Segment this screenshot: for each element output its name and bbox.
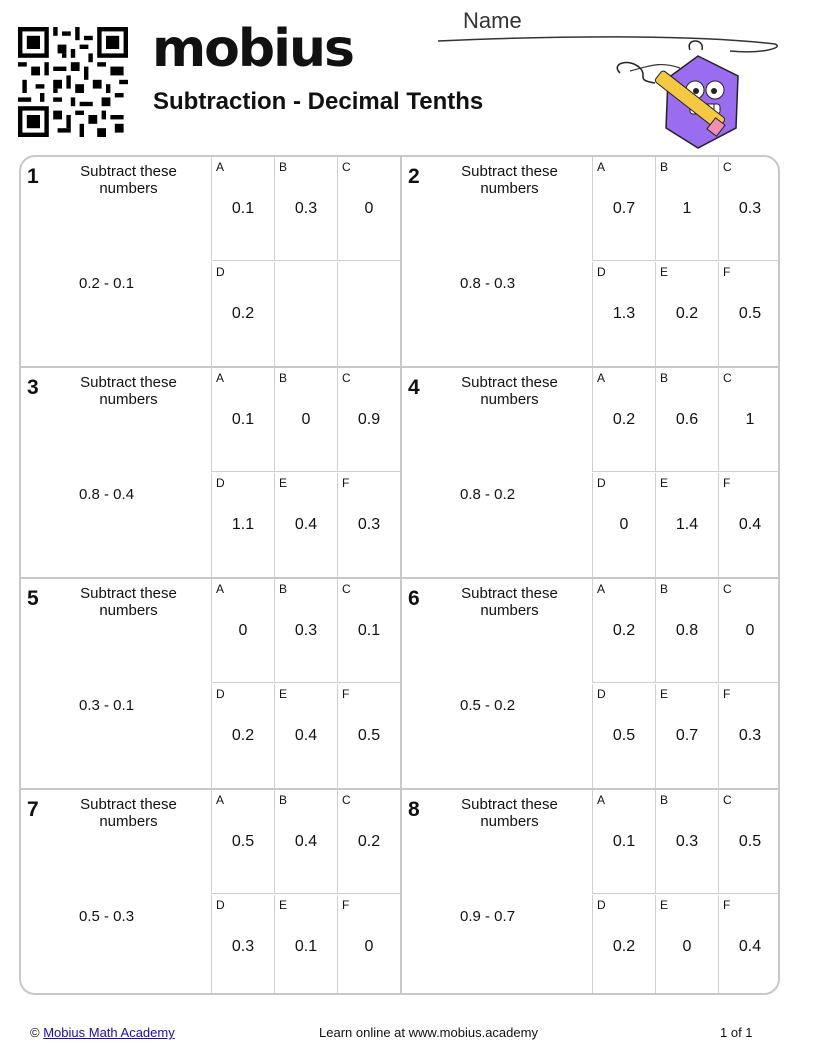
problem-cell [402,368,780,577]
problem-cell [402,579,780,788]
problem-expression: 0.5 - 0.2 [460,697,516,714]
answer-option-value: 1.3 [612,305,636,322]
problem-grid [19,155,780,995]
answer-option-letter: F [723,687,731,701]
answer-option-value: 0.2 [357,833,381,850]
answer-option-value: 1.4 [675,516,699,533]
answer-option-value: 0.2 [612,938,636,955]
answer-option-letter: C [342,371,351,385]
answer-option-value: 0.8 [675,622,699,639]
problem-cell [402,790,780,995]
answer-option-letter: F [342,687,350,701]
answer-option-value: 0.5 [738,305,762,322]
answer-option[interactable] [337,579,400,683]
problem-expression: 0.8 - 0.2 [460,486,516,503]
answer-option[interactable] [655,368,718,472]
problem-instruction: Subtract these numbers [461,585,558,619]
answer-option-letter: C [342,160,351,174]
answer-option[interactable] [274,368,337,472]
answer-option[interactable] [337,895,400,995]
answer-option[interactable] [592,895,655,995]
answer-option-letter: F [723,265,731,279]
answer-option[interactable] [592,262,655,366]
answer-option[interactable] [337,368,400,472]
problem-cell [21,579,400,788]
answer-option-letter: A [216,160,225,174]
answer-option-letter: C [342,582,351,596]
answer-option[interactable] [274,895,337,995]
answer-option[interactable] [718,895,780,995]
answer-option-letter: D [216,265,225,279]
answer-option-letter: D [216,898,225,912]
answer-option[interactable] [211,895,274,995]
answer-option-letter: E [279,476,288,490]
answer-option[interactable] [655,895,718,995]
answer-option-letter: A [597,793,606,807]
answer-option-letter: A [597,582,606,596]
problem-expression: 0.2 - 0.1 [79,275,135,292]
answer-option-value: 0.1 [612,833,636,850]
answer-option-value: 1.1 [231,516,255,533]
answer-option[interactable] [718,684,780,788]
answer-option[interactable] [655,790,718,894]
answer-option[interactable] [211,473,274,577]
answer-option-value: 0 [364,938,374,955]
answer-option-value: 0.5 [231,833,255,850]
footer-learn-online: Learn online at www.mobius.academy [319,1025,538,1040]
answer-option-value: 0 [364,200,374,217]
problem-number: 6 [408,587,420,610]
grid-divider [400,157,402,995]
answer-option-letter: C [723,371,732,385]
answer-option[interactable] [337,684,400,788]
answer-option[interactable] [211,262,274,366]
answer-option[interactable] [337,790,400,894]
footer-copyright [30,1025,175,1040]
problem-instruction: Subtract these numbers [80,163,177,197]
answer-option-value: 0.3 [357,516,381,533]
problem-number: 3 [27,376,39,399]
answer-option[interactable] [655,684,718,788]
mobius-logo: mobius [152,19,353,79]
answer-option-value: 0.5 [357,727,381,744]
answer-option-letter: A [216,371,225,385]
answer-option-letter: F [342,898,350,912]
answer-option-value: 0.2 [231,305,255,322]
answer-option-letter: E [660,476,669,490]
answer-option[interactable] [337,157,400,261]
problem-number: 7 [27,798,39,821]
answer-option-letter: B [279,793,288,807]
answer-option-value: 0.5 [612,727,636,744]
answer-option-value: 0.1 [231,411,255,428]
answer-option-value: 0.3 [675,833,699,850]
answer-option-letter: E [660,265,669,279]
problem-instruction: Subtract these numbers [80,374,177,408]
answer-option-value: 0.2 [675,305,699,322]
answer-option[interactable] [274,262,337,366]
answer-option-letter: B [660,582,669,596]
answer-option-letter: D [216,687,225,701]
answer-option[interactable] [592,368,655,472]
answer-option-value: 0.2 [231,727,255,744]
answer-option-value: 0.2 [612,622,636,639]
problem-cell [21,790,400,995]
problem-instruction: Subtract these numbers [461,796,558,830]
answer-option[interactable] [274,579,337,683]
answer-option-letter: A [597,371,606,385]
answer-option-letter: B [279,371,288,385]
problem-expression: 0.5 - 0.3 [79,908,135,925]
answer-option-value: 0.6 [675,411,699,428]
answer-option-letter: C [723,793,732,807]
answer-option-value: 0.4 [294,516,318,533]
problem-expression: 0.8 - 0.3 [460,275,516,292]
answer-option[interactable] [655,157,718,261]
answer-option-letter: D [597,687,606,701]
answer-option-letter: B [660,793,669,807]
answer-option[interactable] [718,579,780,683]
answer-option-letter: F [723,476,731,490]
answer-option-value: 0.3 [231,938,255,955]
problem-cell [21,368,400,577]
answer-option-value: 0 [745,622,755,639]
answer-option-letter: E [660,898,669,912]
answer-option[interactable] [718,473,780,577]
answer-option[interactable] [274,684,337,788]
copyright-symbol: © [30,1025,40,1040]
answer-option-letter: C [723,582,732,596]
answer-option[interactable] [655,579,718,683]
problem-expression: 0.9 - 0.7 [460,908,516,925]
answer-option[interactable] [274,790,337,894]
answer-option-value: 0.5 [738,833,762,850]
answer-option-value: 0 [619,516,629,533]
name-label: Name [463,8,522,33]
answer-option[interactable] [655,262,718,366]
problem-instruction: Subtract these numbers [461,163,558,197]
answer-option-letter: D [597,898,606,912]
answer-option-value: 0.3 [294,200,318,217]
problem-number: 4 [408,376,420,399]
mascot-illustration [610,38,760,158]
answer-option[interactable] [274,157,337,261]
answer-option-value: 0.4 [738,938,762,955]
answer-option[interactable] [718,790,780,894]
qr-code-image [18,27,128,137]
answer-option-value: 0 [238,622,248,639]
mobius-academy-link[interactable]: Mobius Math Academy [43,1025,175,1040]
answer-option[interactable] [211,684,274,788]
answer-option-letter: E [279,687,288,701]
problem-cell [21,157,400,366]
answer-option-value: 0.3 [738,200,762,217]
answer-option-letter: C [723,160,732,174]
answer-option[interactable] [718,262,780,366]
answer-option-letter: A [216,582,225,596]
answer-option-letter: E [660,687,669,701]
answer-option[interactable] [655,473,718,577]
answer-option[interactable] [274,473,337,577]
answer-option-letter: F [723,898,731,912]
answer-option-letter: B [660,160,669,174]
answer-option[interactable] [592,579,655,683]
answer-option-value: 0 [682,938,692,955]
answer-option-value: 0.2 [612,411,636,428]
answer-option-value: 0.1 [294,938,318,955]
answer-option[interactable] [592,157,655,261]
answer-option[interactable] [718,368,780,472]
answer-option[interactable] [211,579,274,683]
answer-option[interactable] [211,157,274,261]
answer-option-value: 1 [682,200,692,217]
answer-option-value: 0.7 [675,727,699,744]
answer-option[interactable] [211,790,274,894]
answer-option-value: 0.9 [357,411,381,428]
problem-instruction: Subtract these numbers [80,796,177,830]
answer-option[interactable] [718,157,780,261]
answer-option-letter: E [279,898,288,912]
answer-option-value: 0.1 [357,622,381,639]
answer-option-value: 0.4 [294,833,318,850]
answer-option[interactable] [592,790,655,894]
answer-option[interactable] [592,473,655,577]
answer-option-letter: A [216,793,225,807]
answer-option-value: 0.4 [294,727,318,744]
problem-instruction: Subtract these numbers [80,585,177,619]
problem-number: 5 [27,587,39,610]
problem-number: 8 [408,798,420,821]
answer-option-letter: A [597,160,606,174]
answer-option-letter: F [342,476,350,490]
page-indicator: 1 of 1 [720,1025,753,1040]
answer-option-value: 1 [745,411,755,428]
answer-option[interactable] [211,368,274,472]
answer-option-letter: D [597,265,606,279]
answer-option-letter: D [216,476,225,490]
answer-option-letter: D [597,476,606,490]
answer-option-letter: B [279,582,288,596]
answer-option[interactable] [592,684,655,788]
problem-cell [402,157,780,366]
answer-option[interactable] [337,473,400,577]
answer-option-value: 0.3 [738,727,762,744]
problem-number: 2 [408,165,420,188]
answer-option-letter: C [342,793,351,807]
answer-option-letter: B [279,160,288,174]
answer-option-value: 0.7 [612,200,636,217]
problem-instruction: Subtract these numbers [461,374,558,408]
problem-expression: 0.8 - 0.4 [79,486,135,503]
answer-option[interactable] [337,262,400,366]
problem-expression: 0.3 - 0.1 [79,697,135,714]
answer-option-value: 0.1 [231,200,255,217]
answer-option-value: 0 [301,411,311,428]
answer-option-value: 0.3 [294,622,318,639]
answer-option-letter: B [660,371,669,385]
answer-option-value: 0.4 [738,516,762,533]
worksheet-title: Subtraction - Decimal Tenths [153,88,484,115]
problem-number: 1 [27,165,39,188]
